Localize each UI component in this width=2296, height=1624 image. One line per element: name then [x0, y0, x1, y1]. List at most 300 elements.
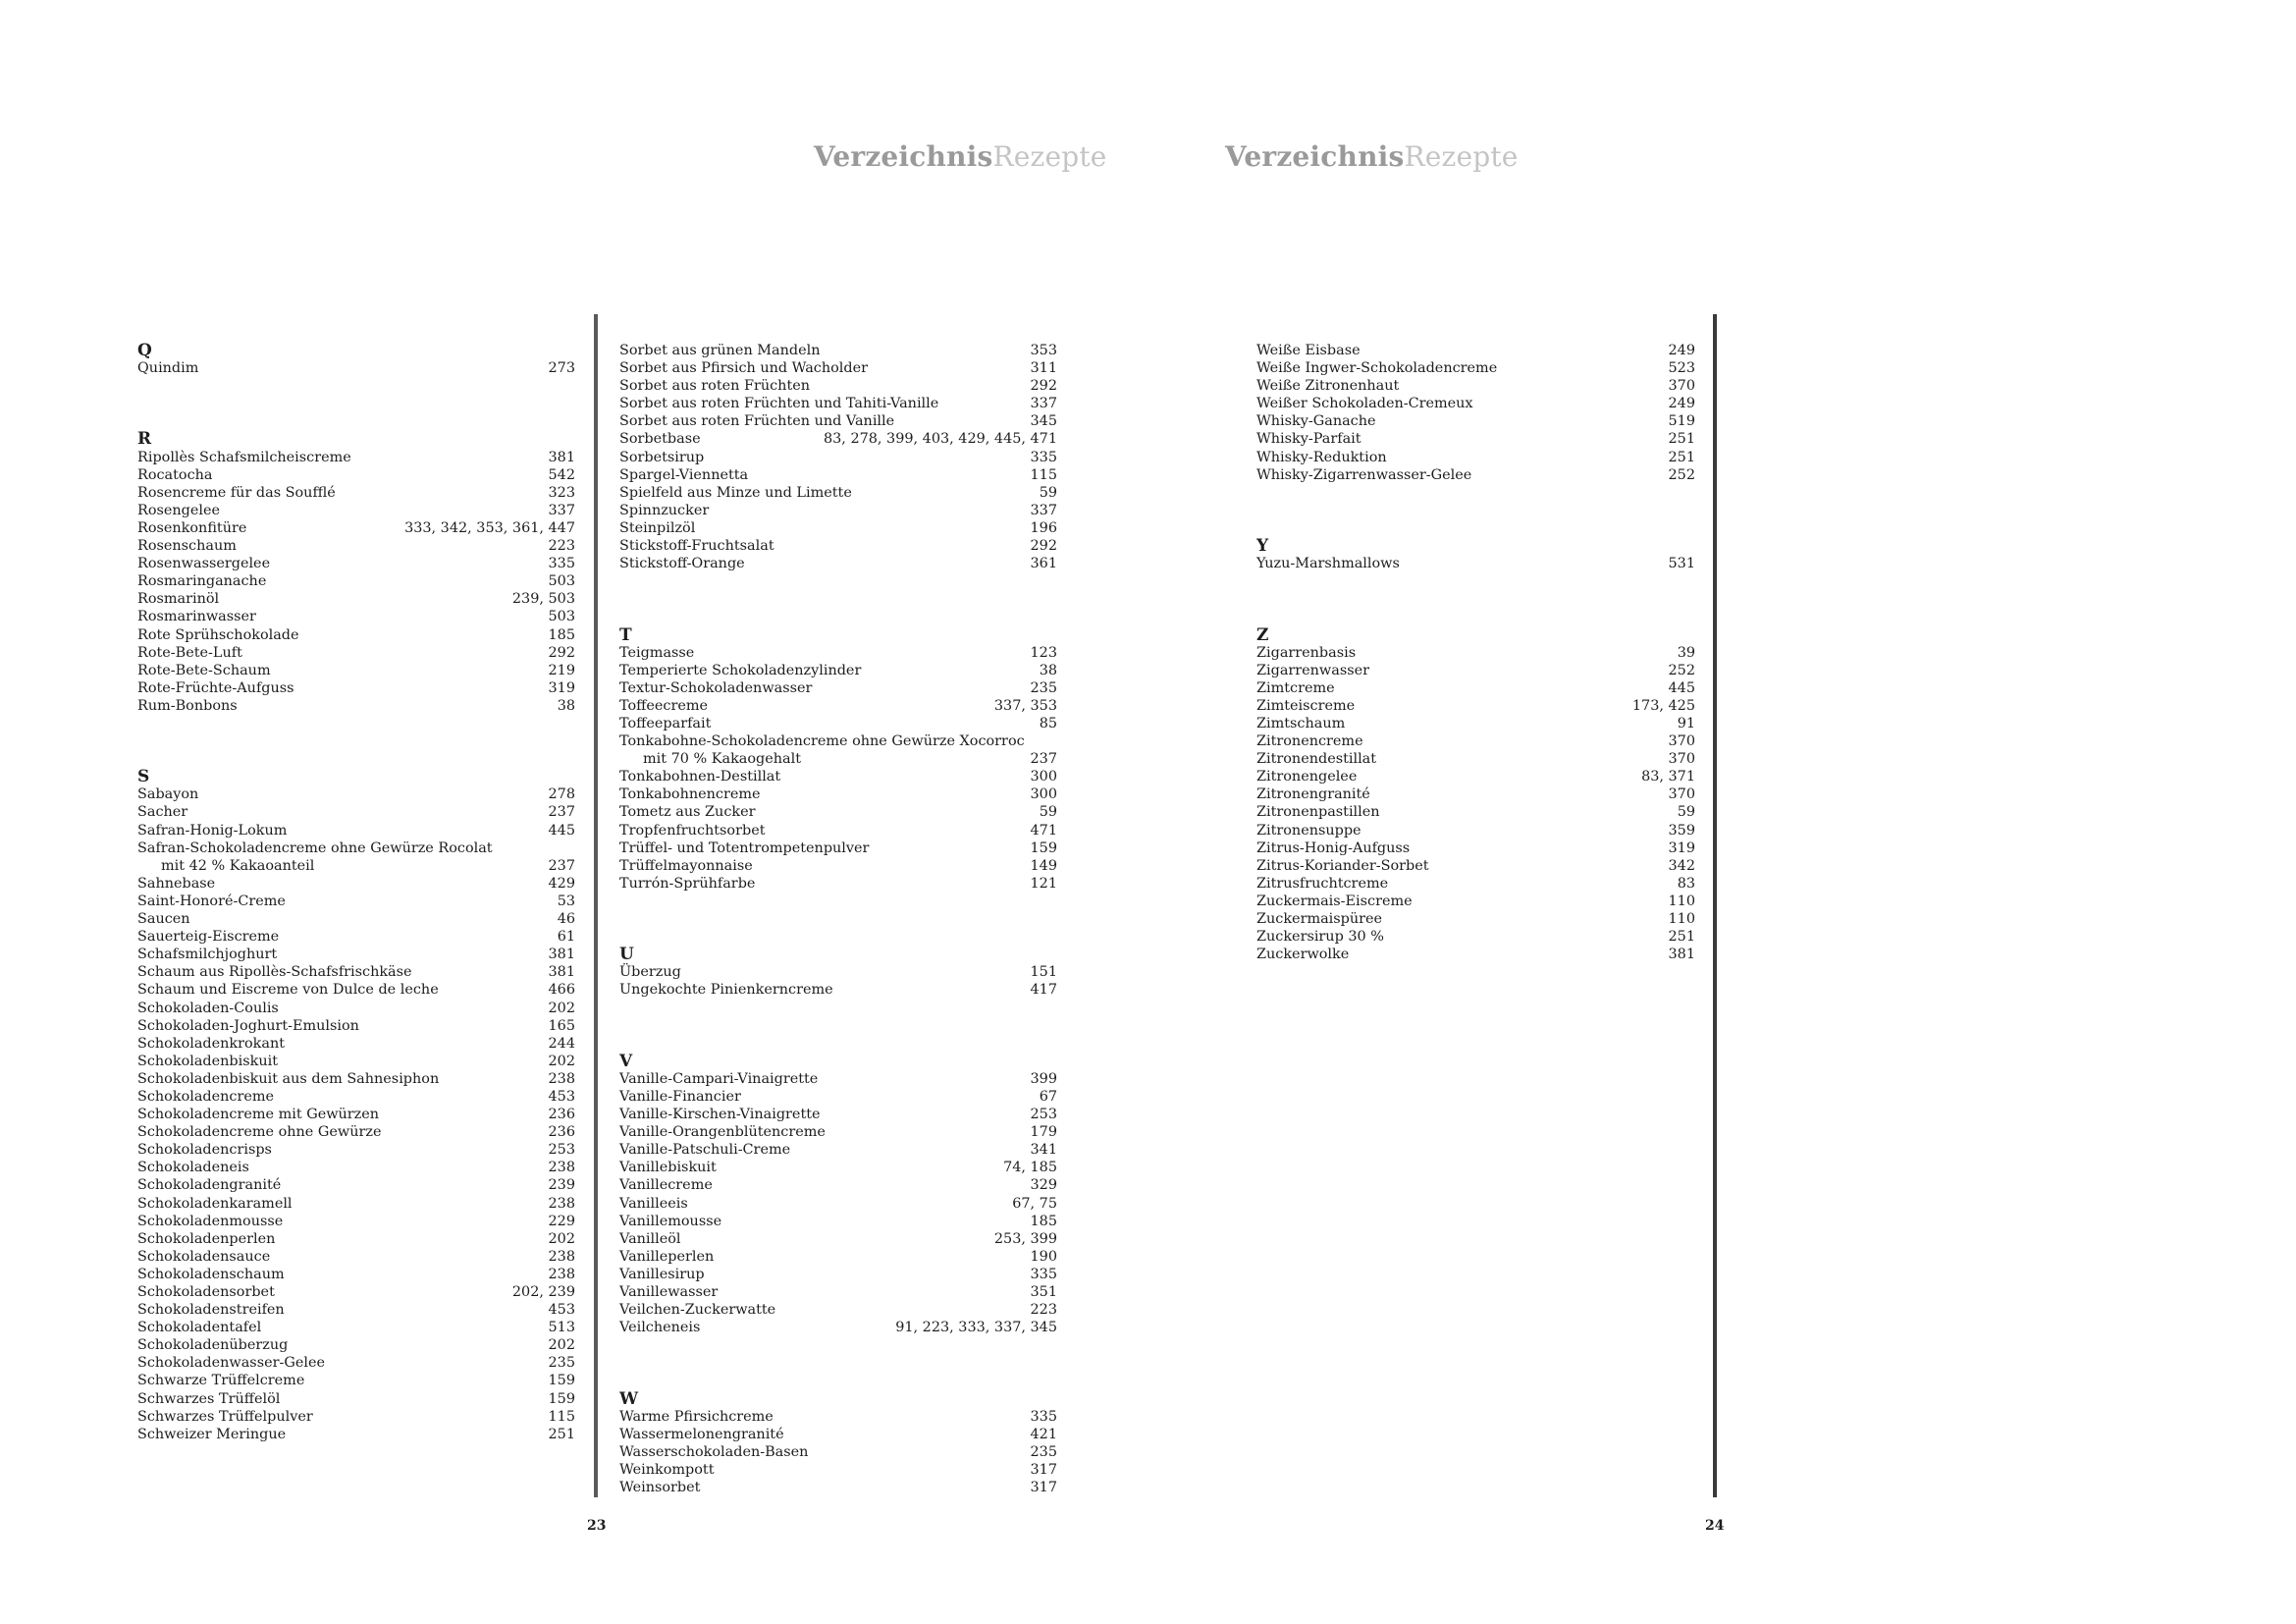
entry-pages: 244	[548, 1035, 575, 1052]
index-entry	[1256, 359, 1695, 377]
index-entry	[619, 1479, 1057, 1496]
entry-name: Schokoladenmousse	[137, 1213, 284, 1229]
entry-name: Vanillesirup	[619, 1266, 705, 1282]
entry-name: Spinnzucker	[619, 502, 710, 518]
entry-name: Zimtschaum	[1256, 716, 1346, 731]
entry-name: Sorbet aus Pfirsich und Wacholder	[619, 360, 868, 377]
section-letter: U	[619, 945, 634, 965]
section-letter: Y	[1256, 536, 1269, 557]
page-header-left	[814, 140, 1107, 173]
entry-name: Sahnebase	[137, 875, 216, 892]
entry-name: Schaum und Eiscreme von Dulce de leche	[137, 982, 439, 999]
entry-pages: 329	[1030, 1177, 1057, 1194]
index-entry	[619, 875, 1057, 893]
entry-name: Schokoladencrisps	[137, 1142, 272, 1159]
entry-name-continued: mit 42 % Kakaoanteil	[161, 857, 315, 874]
index-entry	[137, 910, 575, 928]
entry-name: Schafsmilchjoghurt	[137, 947, 278, 963]
index-section	[137, 768, 575, 1443]
entry-name: Zigarrenbasis	[1256, 644, 1357, 661]
entry-pages: 513	[548, 1320, 575, 1336]
index-entry	[137, 1408, 575, 1426]
index-entry	[619, 822, 1057, 839]
index-entry	[619, 430, 1057, 448]
entry-name: Trüffel- und Totentrompetenpulver	[619, 839, 870, 856]
index-entry	[619, 359, 1057, 377]
entry-name: Rosmarinwasser	[137, 609, 256, 625]
index-entry	[137, 608, 575, 625]
entry-name: Zitrus-Honig-Aufguss	[1256, 839, 1411, 856]
index-entry	[137, 1000, 575, 1017]
index-entry	[619, 1461, 1057, 1479]
entry-name: Whisky-Zigarrenwasser-Gelee	[1256, 466, 1472, 483]
entry-pages: 341	[1030, 1142, 1057, 1159]
entry-pages: 237	[548, 857, 575, 874]
entry-name: Yuzu-Marshmallows	[1256, 556, 1400, 572]
entry-pages: 429	[548, 875, 575, 892]
entry-name: Schweizer Meringue	[137, 1426, 287, 1442]
entry-pages: 83, 278, 399, 403, 429, 445, 471	[823, 431, 1057, 448]
entry-pages: 202	[548, 1053, 575, 1069]
entry-pages: 38	[557, 697, 575, 714]
entry-name: Rosenschaum	[137, 538, 237, 555]
index-entry	[1256, 644, 1695, 662]
entry-pages: 235	[1030, 679, 1057, 696]
entry-pages: 238	[548, 1248, 575, 1265]
index-entry	[1256, 839, 1695, 857]
entry-name: Vanille-Financier	[619, 1088, 741, 1105]
entry-pages: 519	[1668, 413, 1695, 430]
entry-name: Ungekochte Pinienkerncreme	[619, 982, 833, 999]
index-entry	[619, 1106, 1057, 1123]
entry-name: Vanillebiskuit	[619, 1160, 717, 1176]
entry-pages: 237	[548, 804, 575, 821]
entry-name: Zitronencreme	[1256, 733, 1363, 750]
entry-pages: 319	[548, 679, 575, 696]
entry-pages: 345	[1030, 413, 1057, 430]
index-entry	[619, 981, 1057, 999]
entry-pages: 370	[1668, 751, 1695, 768]
index-entry	[137, 484, 575, 502]
entry-pages: 381	[548, 947, 575, 963]
entry-name: Spargel-Viennetta	[619, 466, 749, 483]
entry-name: Weinsorbet	[619, 1480, 701, 1496]
entry-name: Zuckersirup 30 %	[1256, 929, 1384, 946]
entry-pages: 503	[548, 609, 575, 625]
entry-pages: 74, 185	[1003, 1160, 1057, 1176]
entry-name: Vanilleeis	[619, 1195, 688, 1212]
index-entry	[1256, 875, 1695, 893]
index-entry	[619, 1283, 1057, 1301]
entry-pages: 292	[1030, 538, 1057, 555]
entry-name: Schokoladengranité	[137, 1177, 282, 1194]
index-entry	[619, 395, 1057, 412]
page-header-right	[1225, 140, 1519, 173]
entry-name: Schokoladenwasser-Gelee	[137, 1355, 325, 1372]
entry-pages: 46	[557, 911, 575, 928]
index-entry	[619, 1319, 1057, 1336]
index-column-3	[1256, 342, 1695, 1017]
index-section	[619, 1053, 1057, 1337]
index-entry	[1256, 342, 1695, 359]
index-entry	[1256, 449, 1695, 466]
entry-name: Steinpilzöl	[619, 519, 696, 536]
index-entry	[1256, 412, 1695, 430]
entry-name: Vanille-Patschuli-Creme	[619, 1142, 791, 1159]
entry-pages: 323	[548, 484, 575, 501]
index-entry	[137, 963, 575, 981]
entry-name: Wasserschokoladen-Basen	[619, 1443, 809, 1460]
entry-pages: 503	[548, 573, 575, 590]
index-entry	[137, 519, 575, 537]
entry-pages: 251	[1668, 929, 1695, 946]
index-entry	[137, 590, 575, 608]
entry-pages: 39	[1677, 644, 1695, 661]
index-entry	[137, 1319, 575, 1336]
entry-pages: 237	[1030, 751, 1057, 768]
index-section	[137, 342, 575, 377]
entry-pages: 123	[1030, 644, 1057, 661]
entry-name-continued: mit 70 % Kakaogehalt	[643, 751, 801, 768]
entry-name: Rosmaringanache	[137, 573, 267, 590]
index-entry	[137, 785, 575, 803]
index-section	[619, 1390, 1057, 1497]
index-section	[1256, 626, 1695, 964]
entry-name: Zitronengelee	[1256, 769, 1358, 785]
entry-name: Schokoladenschaum	[137, 1266, 285, 1282]
entry-pages: 453	[548, 1088, 575, 1105]
entry-pages: 317	[1030, 1461, 1057, 1478]
entry-name: Zitronengranité	[1256, 786, 1370, 803]
index-entry	[619, 644, 1057, 662]
entry-name: Zitrusfruchtcreme	[1256, 875, 1389, 892]
entry-pages: 83	[1677, 875, 1695, 892]
entry-pages: 337	[1030, 396, 1057, 412]
entry-name: Rosmarinöl	[137, 591, 220, 608]
entry-pages: 238	[548, 1160, 575, 1176]
index-entry	[137, 626, 575, 644]
entry-pages: 253	[548, 1142, 575, 1159]
index-entry	[619, 412, 1057, 430]
index-entry	[619, 785, 1057, 803]
entry-name: Zitrus-Koriander-Sorbet	[1256, 857, 1429, 874]
entry-name: Schokoladencreme	[137, 1088, 275, 1105]
index-entry	[619, 1088, 1057, 1106]
section-letter: Q	[137, 341, 152, 360]
entry-name: Schokoladentafel	[137, 1320, 262, 1336]
index-entry	[137, 555, 575, 572]
page-number-left: 23	[587, 1518, 607, 1534]
entry-name: Schokoladenkrokant	[137, 1035, 286, 1052]
entry-pages: 235	[548, 1355, 575, 1372]
entry-name: Zuckermaispüree	[1256, 911, 1383, 928]
index-entry	[137, 1070, 575, 1088]
index-entry	[619, 1248, 1057, 1266]
entry-name: Vanillecreme	[619, 1177, 713, 1194]
entry-name: Schokoladensorbet	[137, 1284, 275, 1300]
entry-pages: 239	[548, 1177, 575, 1194]
index-section	[1256, 537, 1695, 572]
entry-name: Schokoladenbiskuit	[137, 1053, 278, 1069]
entry-pages: 445	[548, 822, 575, 839]
entry-pages: 333, 342, 353, 361, 447	[404, 519, 575, 536]
entry-name: Rote-Früchte-Aufguss	[137, 679, 294, 696]
entry-pages: 185	[1030, 1213, 1057, 1229]
entry-pages: 229	[548, 1213, 575, 1229]
index-entry	[619, 1266, 1057, 1283]
entry-pages: 67	[1039, 1088, 1057, 1105]
entry-pages: 453	[548, 1302, 575, 1319]
entry-name: Rosenkonfitüre	[137, 519, 247, 536]
entry-pages: 300	[1030, 769, 1057, 785]
entry-pages: 151	[1030, 964, 1057, 981]
entry-pages: 67, 75	[1012, 1195, 1057, 1212]
index-entry	[619, 449, 1057, 466]
index-entry	[1256, 377, 1695, 395]
entry-name: Stickstoff-Fruchtsalat	[619, 538, 774, 555]
entry-name: Zitronensuppe	[1256, 822, 1362, 839]
entry-pages: 381	[548, 964, 575, 981]
section-letter: V	[619, 1051, 633, 1071]
entry-pages: 359	[1668, 822, 1695, 839]
entry-pages: 253, 399	[993, 1230, 1057, 1247]
index-entry	[619, 732, 1057, 768]
entry-name: Vanille-Kirschen-Vinaigrette	[619, 1107, 821, 1123]
section-letter: T	[619, 624, 632, 645]
index-entry	[1256, 857, 1695, 875]
entry-name: Whisky-Parfait	[1256, 431, 1362, 448]
entry-name: Weißer Schokoladen-Cremeux	[1256, 396, 1473, 412]
index-entry	[1256, 910, 1695, 928]
index-entry	[619, 1070, 1057, 1088]
entry-pages: 91	[1677, 716, 1695, 731]
index-entry	[619, 1443, 1057, 1461]
index-section	[619, 946, 1057, 999]
index-entry	[1256, 732, 1695, 750]
entry-name: Tonkabohnencreme	[619, 786, 761, 803]
index-entry	[137, 662, 575, 679]
index-entry	[137, 1283, 575, 1301]
entry-pages: 335	[1030, 449, 1057, 465]
index-entry	[619, 537, 1057, 555]
entry-name: Rosenwassergelee	[137, 556, 271, 572]
index-entry	[137, 928, 575, 946]
entry-pages: 179	[1030, 1124, 1057, 1141]
entry-pages: 370	[1668, 786, 1695, 803]
index-entry	[1256, 555, 1695, 572]
index-entry	[619, 715, 1057, 732]
entry-name: Sorbetsirup	[619, 449, 705, 465]
entry-pages: 219	[548, 662, 575, 678]
index-entry	[137, 1195, 575, 1213]
index-entry	[137, 1336, 575, 1354]
entry-pages: 238	[548, 1070, 575, 1087]
entry-pages: 202	[548, 1337, 575, 1354]
entry-name: Weinkompott	[619, 1461, 715, 1478]
index-entry	[619, 1141, 1057, 1159]
entry-pages: 542	[548, 466, 575, 483]
entry-pages: 202, 239	[511, 1284, 575, 1300]
index-column-1	[137, 342, 575, 1496]
entry-pages: 421	[1030, 1426, 1057, 1442]
entry-pages: 249	[1668, 343, 1695, 358]
entry-pages: 185	[548, 626, 575, 643]
entry-name: Weiße Eisbase	[1256, 343, 1361, 358]
entry-name: Saucen	[137, 911, 190, 928]
entry-name: Warme Pfirsichcreme	[619, 1408, 774, 1425]
entry-name: Schwarzes Trüffelpulver	[137, 1408, 313, 1425]
index-entry	[1256, 822, 1695, 839]
entry-pages: 337, 353	[993, 697, 1057, 714]
index-entry	[137, 1213, 575, 1230]
entry-name: Schokoladencreme ohne Gewürze	[137, 1124, 382, 1141]
header-subtitle: Rezepte	[992, 140, 1107, 173]
entry-pages: 335	[1030, 1408, 1057, 1425]
vertical-rule-left	[594, 314, 598, 1497]
vertical-rule-right	[1713, 314, 1717, 1497]
entry-pages: 351	[1030, 1284, 1057, 1301]
entry-pages: 115	[548, 1408, 575, 1425]
entry-name: Schokoladenbiskuit aus dem Sahnesiphon	[137, 1070, 440, 1087]
entry-pages: 238	[548, 1195, 575, 1212]
index-entry	[137, 1426, 575, 1443]
entry-pages: 381	[548, 449, 575, 465]
index-entry	[137, 1372, 575, 1389]
entry-name: Schwarzes Trüffelöl	[137, 1390, 281, 1407]
index-entry	[619, 502, 1057, 519]
entry-pages: 202	[548, 1230, 575, 1247]
index-entry	[137, 359, 575, 377]
index-entry	[137, 1176, 575, 1194]
entry-pages: 173, 425	[1631, 697, 1695, 714]
entry-name: Spielfeld aus Minze und Limette	[619, 484, 852, 501]
entry-name: Sorbetbase	[619, 431, 701, 448]
index-entry	[619, 839, 1057, 857]
index-entry	[137, 1017, 575, 1035]
entry-name: Rum-Bonbons	[137, 697, 238, 714]
index-entry	[137, 1301, 575, 1319]
entry-name: Schokoladenstreifen	[137, 1302, 285, 1319]
index-column-2	[619, 342, 1057, 1549]
index-entry	[137, 644, 575, 662]
entry-name: Zitronendestillat	[1256, 751, 1377, 768]
entry-pages: 121	[1030, 875, 1057, 892]
index-entry	[137, 1053, 575, 1070]
index-entry	[1256, 928, 1695, 946]
entry-name: Trüffelmayonnaise	[619, 857, 753, 874]
header-title: Verzeichnis	[1225, 140, 1405, 173]
entry-pages: 38	[1039, 662, 1057, 678]
entry-pages: 251	[548, 1426, 575, 1442]
entry-pages: 370	[1668, 733, 1695, 750]
entry-pages: 445	[1668, 679, 1695, 696]
entry-name: Rote-Bete-Luft	[137, 644, 242, 661]
entry-pages: 61	[557, 929, 575, 946]
entry-pages: 300	[1030, 786, 1057, 803]
index-entry	[619, 1176, 1057, 1194]
entry-pages: 110	[1668, 893, 1695, 909]
entry-pages: 253	[1030, 1107, 1057, 1123]
entry-pages: 196	[1030, 519, 1057, 536]
index-entry	[619, 1159, 1057, 1176]
index-entry	[137, 1088, 575, 1106]
index-entry	[619, 679, 1057, 697]
entry-name: Schokoladencreme mit Gewürzen	[137, 1107, 380, 1123]
index-entry	[137, 803, 575, 821]
entry-pages: 361	[1030, 556, 1057, 572]
index-entry	[137, 572, 575, 590]
entry-pages: 165	[548, 1017, 575, 1034]
entry-pages: 523	[1668, 360, 1695, 377]
entry-pages: 190	[1030, 1248, 1057, 1265]
entry-name: Turrón-Sprühfarbe	[619, 875, 756, 892]
entry-pages: 159	[1030, 839, 1057, 856]
entry-name: Schokoladenkaramell	[137, 1195, 293, 1212]
entry-name: Schokoladeneis	[137, 1160, 249, 1176]
index-entry	[137, 1390, 575, 1408]
entry-name: Schwarze Trüffelcreme	[137, 1373, 305, 1389]
entry-name: Veilcheneis	[619, 1320, 701, 1336]
entry-pages: 531	[1668, 556, 1695, 572]
entry-name: Whisky-Reduktion	[1256, 449, 1387, 465]
entry-name: Überzug	[619, 964, 681, 981]
index-section	[619, 342, 1057, 572]
section-letter: Z	[1256, 624, 1269, 645]
entry-name: Quindim	[137, 360, 199, 377]
entry-name: Rocatocha	[137, 466, 213, 483]
entry-pages: 235	[1030, 1443, 1057, 1460]
entry-pages: 342	[1668, 857, 1695, 874]
entry-name: Saint-Honoré-Creme	[137, 893, 286, 909]
entry-name: Sorbet aus roten Früchten	[619, 378, 811, 395]
index-entry	[619, 662, 1057, 679]
index-entry	[1256, 750, 1695, 768]
entry-name: Vanille-Orangenblütencreme	[619, 1124, 826, 1141]
index-entry	[619, 1213, 1057, 1230]
index-entry	[619, 803, 1057, 821]
index-entry	[619, 1230, 1057, 1248]
index-entry	[137, 893, 575, 910]
entry-pages: 466	[548, 982, 575, 999]
entry-name: Rosencreme für das Soufflé	[137, 484, 336, 501]
index-entry	[1256, 679, 1695, 697]
index-entry	[619, 963, 1057, 981]
entry-name: Safran-Honig-Lokum	[137, 822, 288, 839]
entry-name: Sabayon	[137, 786, 199, 803]
index-entry	[619, 466, 1057, 484]
entry-name: Veilchen-Zuckerwatte	[619, 1302, 776, 1319]
entry-name: Teigmasse	[619, 644, 695, 661]
entry-name: Tonkabohnen-Destillat	[619, 769, 781, 785]
page-number-right: 24	[1705, 1518, 1725, 1534]
entry-name: Schokoladen-Joghurt-Emulsion	[137, 1017, 359, 1034]
entry-pages: 381	[1668, 947, 1695, 963]
entry-pages: 252	[1668, 466, 1695, 483]
index-entry	[1256, 395, 1695, 412]
header-title: Verzeichnis	[814, 140, 993, 173]
entry-name: Sorbet aus grünen Mandeln	[619, 343, 821, 358]
entry-name: Weiße Zitronenhaut	[1256, 378, 1400, 395]
index-entry	[619, 768, 1057, 785]
entry-pages: 311	[1030, 360, 1057, 377]
entry-pages: 59	[1039, 484, 1057, 501]
entry-name: Wassermelonengranité	[619, 1426, 784, 1442]
entry-pages: 236	[548, 1107, 575, 1123]
entry-pages: 83, 371	[1641, 769, 1695, 785]
entry-pages: 292	[1030, 378, 1057, 395]
index-entry	[619, 1123, 1057, 1141]
index-entry	[1256, 946, 1695, 963]
